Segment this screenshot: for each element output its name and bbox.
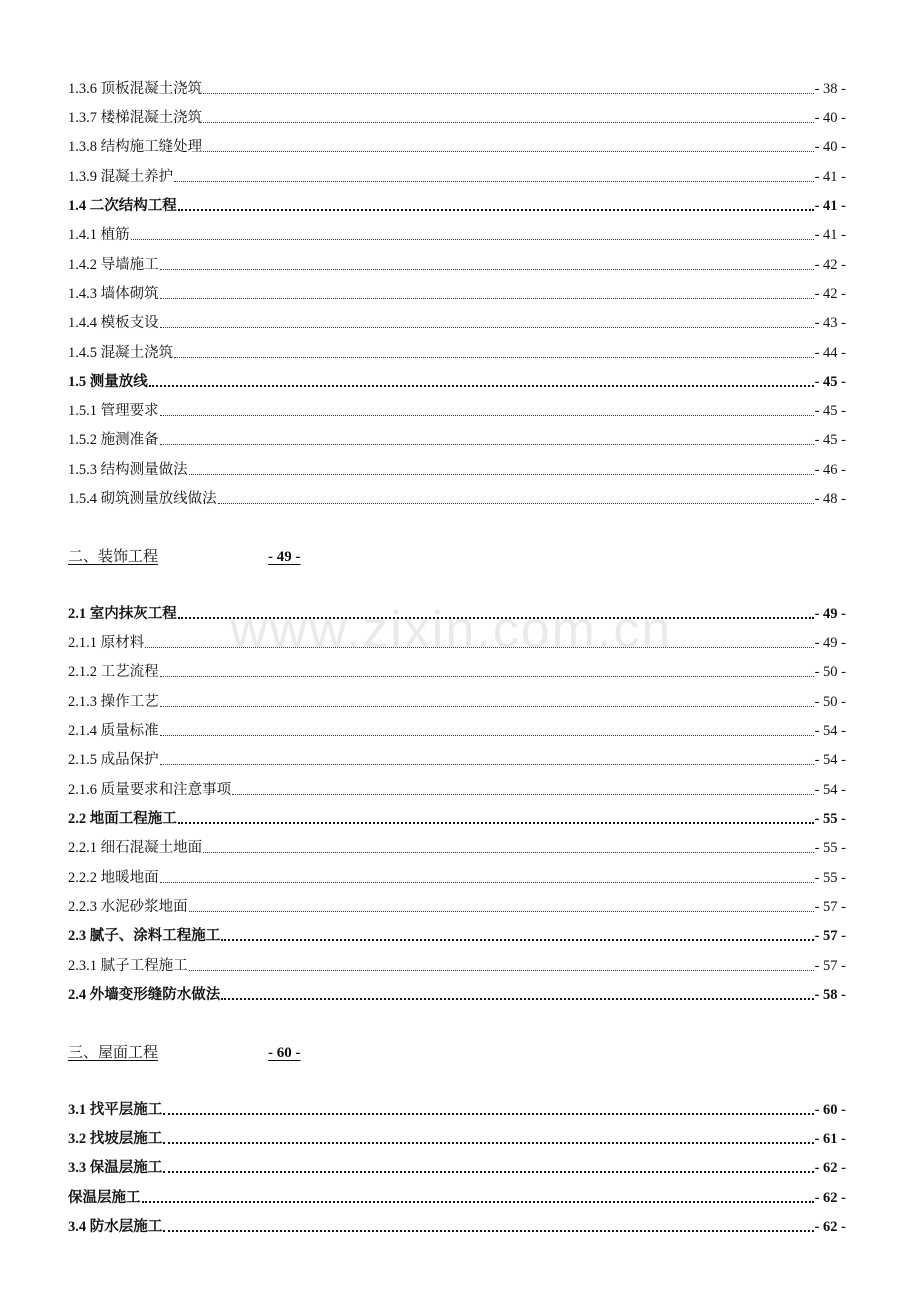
toc-leader-dots bbox=[178, 209, 814, 211]
toc-entry-title: 3.3 保温层施工 bbox=[68, 1160, 163, 1176]
toc-entry[interactable] bbox=[68, 749, 846, 771]
toc-entry-page: - 61 - bbox=[814, 1131, 846, 1147]
toc-entry-page: - 41 - bbox=[814, 227, 846, 243]
toc-leader-dots bbox=[203, 93, 813, 94]
toc-leader-dots bbox=[149, 385, 814, 387]
toc-entry[interactable] bbox=[68, 984, 846, 1006]
toc-entry[interactable] bbox=[68, 283, 846, 305]
toc-entry-title: 1.4 二次结构工程 bbox=[68, 198, 177, 214]
toc-entry[interactable] bbox=[68, 925, 846, 947]
toc-entry-page: - 49 - bbox=[814, 635, 846, 651]
toc-entry[interactable] bbox=[68, 955, 846, 977]
toc-chapter-title: 三、屋面工程 bbox=[68, 1045, 159, 1061]
toc-leader-dots bbox=[189, 970, 814, 971]
toc-entry-title: 2.1.2 工艺流程 bbox=[68, 664, 159, 680]
toc-entry-title: 2.2.1 细石混凝土地面 bbox=[68, 840, 203, 856]
toc-leader-dots bbox=[163, 1230, 813, 1232]
toc-entry[interactable] bbox=[68, 779, 846, 801]
toc-entry-page: - 62 - bbox=[814, 1190, 846, 1206]
toc-entry-page: - 48 - bbox=[814, 491, 846, 507]
toc-entry-page: - 50 - bbox=[814, 664, 846, 680]
toc-entry-title: 2.1.1 原材料 bbox=[68, 635, 145, 651]
toc-entry[interactable] bbox=[68, 195, 846, 217]
toc-entry-title: 1.3.8 结构施工缝处理 bbox=[68, 139, 203, 155]
toc-entry[interactable] bbox=[68, 837, 846, 859]
toc-entry[interactable] bbox=[68, 166, 846, 188]
toc-entry-page: - 54 - bbox=[814, 723, 846, 739]
toc-entry-title: 2.1.6 质量要求和注意事项 bbox=[68, 782, 232, 798]
toc-entry[interactable] bbox=[68, 896, 846, 918]
toc-entry-page: - 58 - bbox=[814, 987, 846, 1003]
toc-entry-page: - 50 - bbox=[814, 694, 846, 710]
toc-entry[interactable] bbox=[68, 720, 846, 742]
toc-leader-dots bbox=[160, 415, 814, 416]
toc-leader-dots bbox=[142, 1201, 814, 1203]
toc-entry-title: 保温层施工 bbox=[68, 1190, 141, 1206]
toc-entry-page: - 40 - bbox=[814, 110, 846, 126]
toc-entry-page: - 46 - bbox=[814, 462, 846, 478]
toc-entry[interactable] bbox=[68, 632, 846, 654]
toc-entry[interactable] bbox=[68, 1128, 846, 1150]
toc-entry[interactable] bbox=[68, 400, 846, 422]
toc-entry[interactable] bbox=[68, 429, 846, 451]
toc-entry[interactable] bbox=[68, 371, 846, 393]
toc-leader-dots bbox=[174, 181, 813, 182]
toc-entry[interactable] bbox=[68, 603, 846, 625]
toc-entry[interactable] bbox=[68, 691, 846, 713]
toc-entry[interactable] bbox=[68, 78, 846, 100]
toc-entry[interactable] bbox=[68, 867, 846, 889]
toc-entry[interactable] bbox=[68, 488, 846, 510]
toc-leader-dots bbox=[163, 1113, 813, 1115]
toc-entry-title: 1.3.7 楼梯混凝土浇筑 bbox=[68, 110, 203, 126]
toc-entry-title: 2.3 腻子、涂料工程施工 bbox=[68, 928, 221, 944]
toc-leader-dots bbox=[160, 764, 814, 765]
toc-leader-dots bbox=[203, 151, 813, 152]
toc-entry-page: - 55 - bbox=[814, 840, 846, 856]
toc-entry[interactable] bbox=[68, 312, 846, 334]
toc-leader-dots bbox=[174, 357, 813, 358]
toc-entry[interactable] bbox=[68, 1157, 846, 1179]
toc-leader-dots bbox=[232, 794, 813, 795]
toc-entry-title: 2.2.3 水泥砂浆地面 bbox=[68, 899, 188, 915]
toc-entry-title: 2.1.3 操作工艺 bbox=[68, 694, 159, 710]
toc-entry-title: 1.5.2 施测准备 bbox=[68, 432, 159, 448]
watermark: www.zixin.com.cn bbox=[230, 601, 673, 659]
toc-entry-page: - 57 - bbox=[814, 958, 846, 974]
toc-leader-dots bbox=[160, 269, 814, 270]
toc-entry-title: 2.2.2 地暖地面 bbox=[68, 870, 159, 886]
toc-chapter-heading[interactable] bbox=[68, 1041, 301, 1065]
toc-entry[interactable] bbox=[68, 459, 846, 481]
toc-entry-page: - 60 - bbox=[814, 1102, 846, 1118]
toc-entry-title: 1.5.1 管理要求 bbox=[68, 403, 159, 419]
toc-entry-title: 3.1 找平层施工 bbox=[68, 1102, 163, 1118]
toc-leader-dots bbox=[163, 1171, 813, 1173]
toc-entry-title: 1.3.9 混凝土养护 bbox=[68, 169, 174, 185]
toc-leader-dots bbox=[160, 298, 814, 299]
toc-entry-page: - 57 - bbox=[814, 928, 846, 944]
toc-leader-dots bbox=[203, 122, 813, 123]
toc-chapter-heading[interactable] bbox=[68, 545, 301, 569]
toc-entry[interactable] bbox=[68, 254, 846, 276]
toc-entry-title: 2.1.4 质量标准 bbox=[68, 723, 159, 739]
toc-entry-page: - 55 - bbox=[814, 811, 846, 827]
toc-entry-title: 1.4.3 墙体砌筑 bbox=[68, 286, 159, 302]
toc-entry-page: - 40 - bbox=[814, 139, 846, 155]
toc-entry-page: - 54 - bbox=[814, 752, 846, 768]
toc-leader-dots bbox=[218, 503, 814, 504]
toc-entry-title: 1.4.4 模板支设 bbox=[68, 315, 159, 331]
toc-entry-title: 3.2 找坡层施工 bbox=[68, 1131, 163, 1147]
toc-leader-dots bbox=[221, 939, 813, 941]
toc-entry-title: 2.3.1 腻子工程施工 bbox=[68, 958, 188, 974]
toc-leader-dots bbox=[160, 444, 814, 445]
toc-entry-title: 1.4.1 植筋 bbox=[68, 227, 130, 243]
toc-entry-title: 1.5.3 结构测量做法 bbox=[68, 462, 188, 478]
toc-leader-dots bbox=[221, 998, 813, 1000]
toc-leader-dots bbox=[160, 735, 814, 736]
toc-leader-dots bbox=[160, 706, 814, 707]
toc-entry[interactable] bbox=[68, 342, 846, 364]
toc-entry-page: - 41 - bbox=[814, 169, 846, 185]
toc-leader-dots bbox=[131, 239, 814, 240]
toc-leader-dots bbox=[203, 852, 813, 853]
toc-entry-page: - 42 - bbox=[814, 286, 846, 302]
toc-entry[interactable] bbox=[68, 1216, 846, 1238]
toc-entry[interactable] bbox=[68, 808, 846, 830]
toc-entry-page: - 42 - bbox=[814, 257, 846, 273]
toc-leader-dots bbox=[163, 1142, 813, 1144]
toc-entry-title: 1.3.6 顶板混凝土浇筑 bbox=[68, 81, 203, 97]
toc-entry[interactable] bbox=[68, 107, 846, 129]
toc-entry[interactable] bbox=[68, 1099, 846, 1121]
toc-entry-page: - 57 - bbox=[814, 899, 846, 915]
toc-leader-dots bbox=[189, 474, 814, 475]
toc-entry-page: - 44 - bbox=[814, 345, 846, 361]
toc-entry-title: 2.2 地面工程施工 bbox=[68, 811, 177, 827]
toc-chapter-page: - 60 - bbox=[268, 1045, 301, 1061]
toc-entry-page: - 41 - bbox=[814, 198, 846, 214]
toc-leader-dots bbox=[178, 822, 814, 824]
toc-entry-title: 1.4.5 混凝土浇筑 bbox=[68, 345, 174, 361]
toc-leader-dots bbox=[178, 617, 814, 619]
toc-entry[interactable] bbox=[68, 1187, 846, 1209]
toc-entry[interactable] bbox=[68, 661, 846, 683]
toc-leader-dots bbox=[189, 911, 814, 912]
toc-entry-page: - 62 - bbox=[814, 1219, 846, 1235]
toc-entry[interactable] bbox=[68, 136, 846, 158]
toc-leader-dots bbox=[160, 327, 814, 328]
toc-entry-page: - 38 - bbox=[814, 81, 846, 97]
toc-entry-title: 2.1 室内抹灰工程 bbox=[68, 606, 177, 622]
toc-entry-page: - 49 - bbox=[814, 606, 846, 622]
toc-chapter-page: - 49 - bbox=[268, 549, 301, 565]
toc-entry-page: - 45 - bbox=[814, 374, 846, 390]
toc-leader-dots bbox=[145, 647, 813, 648]
toc-entry-title: 3.4 防水层施工 bbox=[68, 1219, 163, 1235]
toc-entry-page: - 43 - bbox=[814, 315, 846, 331]
toc-entry-title: 2.4 外墙变形缝防水做法 bbox=[68, 987, 221, 1003]
toc-entry-page: - 55 - bbox=[814, 870, 846, 886]
toc-entry-page: - 54 - bbox=[814, 782, 846, 798]
toc-entry-title: 1.5 测量放线 bbox=[68, 374, 148, 390]
toc-entry-title: 1.4.2 导墙施工 bbox=[68, 257, 159, 273]
toc-entry-title: 2.1.5 成品保护 bbox=[68, 752, 159, 768]
toc-entry[interactable] bbox=[68, 224, 846, 246]
toc-entry-page: - 62 - bbox=[814, 1160, 846, 1176]
toc-leader-dots bbox=[160, 676, 814, 677]
toc-entry-page: - 45 - bbox=[814, 403, 846, 419]
toc-entry-title: 1.5.4 砌筑测量放线做法 bbox=[68, 491, 217, 507]
toc-entry-page: - 45 - bbox=[814, 432, 846, 448]
toc-leader-dots bbox=[160, 882, 814, 883]
toc-chapter-title: 二、装饰工程 bbox=[68, 549, 159, 565]
